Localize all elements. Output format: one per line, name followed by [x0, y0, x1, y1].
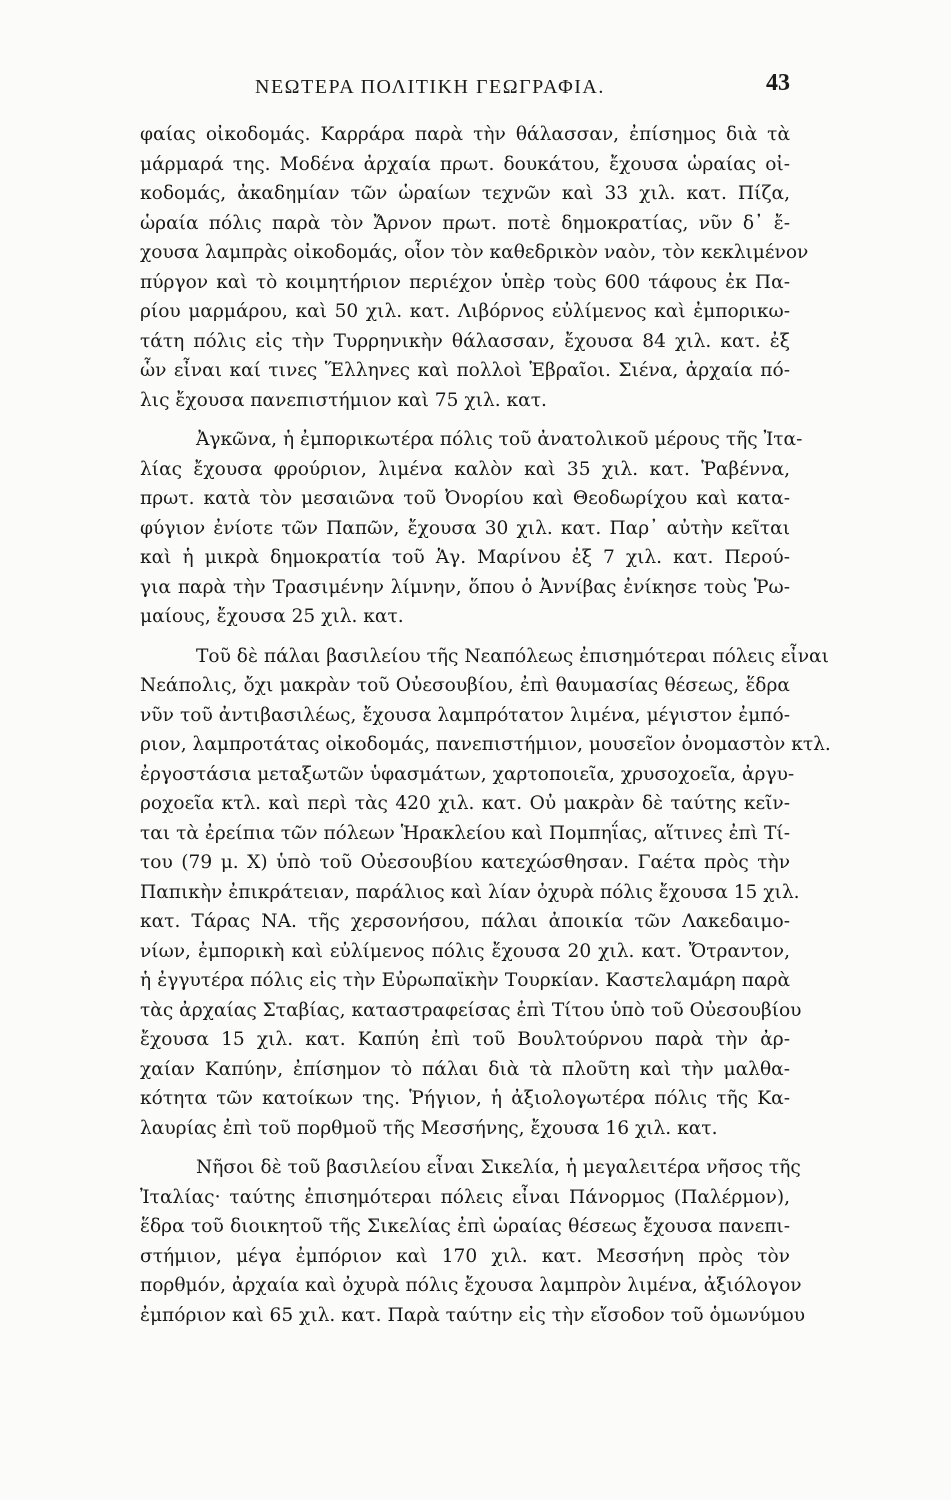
text-line: Ἰταλίας· ταύτης ἐπισημότεραι πόλεις εἶναι Πάνορμος (Παλέρμον),	[140, 1186, 790, 1208]
text-line: χαίαν Καπύην, ἐπίσημον τὸ πάλαι διὰ τὰ πλοῦτη καὶ τὴν μαλθα-	[140, 1058, 790, 1080]
text-line: μάρμαρά της. Μοδένα ἀρχαία πρωτ. δουκάτου, ἔχουσα ὡραίας οἰ-	[140, 153, 790, 175]
text-line: πορθμόν, ἀρχαία καὶ ὀχυρὰ πόλις ἔχουσα λαμπρὸν λιμένα, ἀξιόλογον	[140, 1275, 802, 1296]
text-line: νῦν τοῦ ἀντιβασιλέως, ἔχουσα λαμπρότατον λιμένα, μέγιστον ἐμπό-	[140, 704, 790, 726]
text-line: κοδομάς, ἀκαδημίαν τῶν ὡραίων τεχνῶν καὶ 33 χιλ. κατ. Πίζα,	[140, 183, 790, 204]
text-line: Νῆσοι δὲ τοῦ βασιλείου εἶναι Σικελία, ἡ μεγαλειτέρα νῆσος τῆς	[196, 1157, 801, 1178]
text-line: λαυρίας ἐπὶ τοῦ πορθμοῦ τῆς Μεσσήνης, ἔχουσα 16 χιλ. κατ.	[140, 1117, 718, 1139]
text-line: πρωτ. κατὰ τὸν μεσαιῶνα τοῦ Ὀνορίου καὶ Θεοδωρίχου καὶ κατα-	[140, 488, 790, 509]
text-line: Παπικὴν ἐπικράτειαν, παράλιος καὶ λίαν ὀχυρὰ πόλις ἔχουσα 15 χιλ.	[140, 881, 800, 903]
text-line: κατ. Τάρας ΝΑ. τῆς χερσονήσου, πάλαι ἀποικία τῶν Λακεδαιμο-	[140, 911, 790, 932]
text-line: Νεάπολις, ὄχι μακρὰν τοῦ Οὐεσουβίου, ἐπὶ θαυμασίας θέσεως, ἕδρα	[140, 675, 790, 696]
text-line: νίων, ἐμπορικὴ καὶ εὐλίμενος πόλις ἔχουσα 20 χιλ. κατ. Ὄτραντον,	[140, 940, 790, 962]
text-line: Ἀγκῶνα, ἡ ἐμπορικωτέρα πόλις τοῦ ἀνατολικοῦ μέρους τῆς Ἰτα-	[196, 429, 803, 450]
paragraph	[140, 1153, 806, 1330]
text-line: μαίους, ἔχουσα 25 χιλ. κατ.	[140, 606, 404, 627]
paragraph	[140, 425, 803, 632]
text-line: ἡ ἐγγυτέρα πόλις εἰς τὴν Εὐρωπαϊκὴν Τουρκίαν. Καστελαμάρη παρὰ	[140, 970, 790, 991]
text-line: λίας ἔχουσα φρούριον, λιμένα καλὸν καὶ 35 χιλ. κατ. Ῥαβέννα,	[140, 458, 790, 480]
text-line: ἐμπόριον καὶ 65 χιλ. κατ. Παρὰ ταύτην εἰς τὴν εἴσοδον τοῦ ὁμωνύμου	[140, 1304, 806, 1326]
text-line: τὰς ἀρχαίας Σταβίας, καταστραφείσας ἐπὶ Τίτου ὑπὸ τοῦ Οὐεσουβίου	[140, 999, 802, 1021]
text-line: ὧν εἶναι καί τινες Ἕλληνες καὶ πολλοὶ Ἑβραῖοι. Σιένα, ἀρχαία πό-	[140, 360, 790, 381]
paragraph	[140, 120, 809, 415]
text-line: λις ἔχουσα πανεπιστήμιον καὶ 75 χιλ. κατ.	[140, 389, 547, 411]
text-line: φύγιον ἐνίοτε τῶν Παπῶν, ἔχουσα 30 χιλ. κατ. Παρ᾽ αὐτὴν κεῖται	[140, 517, 790, 539]
text-line: κότητα τῶν κατοίκων της. Ῥήγιον, ἡ ἀξιολογωτέρα πόλις τῆς Κα-	[140, 1088, 790, 1109]
text-line: τάτη πόλις εἰς τὴν Τυρρηνικὴν θάλασσαν, ἔχουσα 84 χιλ. κατ. ἐξ	[140, 330, 790, 352]
paragraph	[140, 642, 831, 1144]
text-line: ρίου μαρμάρου, καὶ 50 χιλ. κατ. Λιβόρνος εὐλίμενος καὶ ἐμπορικω-	[140, 301, 790, 322]
text-line: του (79 μ. Χ) ὑπὸ τοῦ Οὐεσουβίου κατεχώσθησαν. Γαέτα πρὸς τὴν	[140, 852, 790, 873]
text-line: ται τὰ ἐρείπια τῶν πόλεων Ἡρακλείου καὶ Πομπηΐας, αἵτινες ἐπὶ Τί-	[140, 822, 790, 844]
text-line: ἔχουσα 15 χιλ. κατ. Καπύη ἐπὶ τοῦ Βουλτούρνου παρὰ τὴν ἀρ-	[140, 1029, 790, 1050]
body-text	[140, 120, 831, 1330]
text-line: για παρὰ τὴν Τρασιμένην λίμνην, ὅπου ὁ Ἀννίβας ἐνίκησε τοὺς Ῥω-	[140, 576, 790, 598]
text-line: πύργον καὶ τὸ κοιμητήριον περιέχον ὑπὲρ τοὺς 600 τάφους ἐκ Πα-	[140, 271, 790, 293]
text-line: ροχοεῖα κτλ. καὶ περὶ τὰς 420 χιλ. κατ. Οὐ μακρὰν δὲ ταύτης κεῖν-	[140, 793, 790, 814]
text-line: φαίας οἰκοδομάς. Καρράρα παρὰ τὴν θάλασσαν, ἐπίσημος διὰ τὰ	[140, 124, 790, 145]
page-header	[140, 70, 790, 104]
text-line: ὡραία πόλις παρὰ τὸν Ἄρνον πρωτ. ποτὲ δημοκρατίας, νῦν δ᾽ ἔ-	[140, 212, 790, 234]
text-line: ἐργοστάσια μεταξωτῶν ὑφασμάτων, χαρτοποιεῖα, χρυσοχοεῖα, ἀργυ-	[140, 763, 795, 785]
text-line: στήμιον, μέγα ἐμπόριον καὶ 170 χιλ. κατ. Μεσσήνη πρὸς τὸν	[140, 1245, 790, 1267]
text-line: χουσα λαμπρὰς οἰκοδομάς, οἷον τὸν καθεδρικὸν ναὸν, τὸν κεκλιμένον	[140, 242, 809, 263]
text-line: Τοῦ δὲ πάλαι βασιλείου τῆς Νεαπόλεως ἐπισημότεραι πόλεις εἶναι	[196, 645, 829, 667]
text-line: ριον, λαμπροτάτας οἰκοδομάς, πανεπιστήμιον, μουσεῖον ὀνομαστὸν κτλ.	[140, 734, 831, 755]
text-line: ἕδρα τοῦ διοικητοῦ τῆς Σικελίας ἐπὶ ὡραίας θέσεως ἔχουσα πανεπι-	[140, 1216, 790, 1237]
running-title: ΝΕΩΤΕΡΑ ΠΟΛΙΤΙΚΗ ΓΕΩΓΡΑΦΙΑ.	[255, 76, 605, 98]
text-line: καὶ ἡ μικρὰ δημοκρατία τοῦ Ἁγ. Μαρίνου ἐξ 7 χιλ. κατ. Περού-	[140, 547, 790, 568]
page-number: 43	[766, 70, 790, 96]
